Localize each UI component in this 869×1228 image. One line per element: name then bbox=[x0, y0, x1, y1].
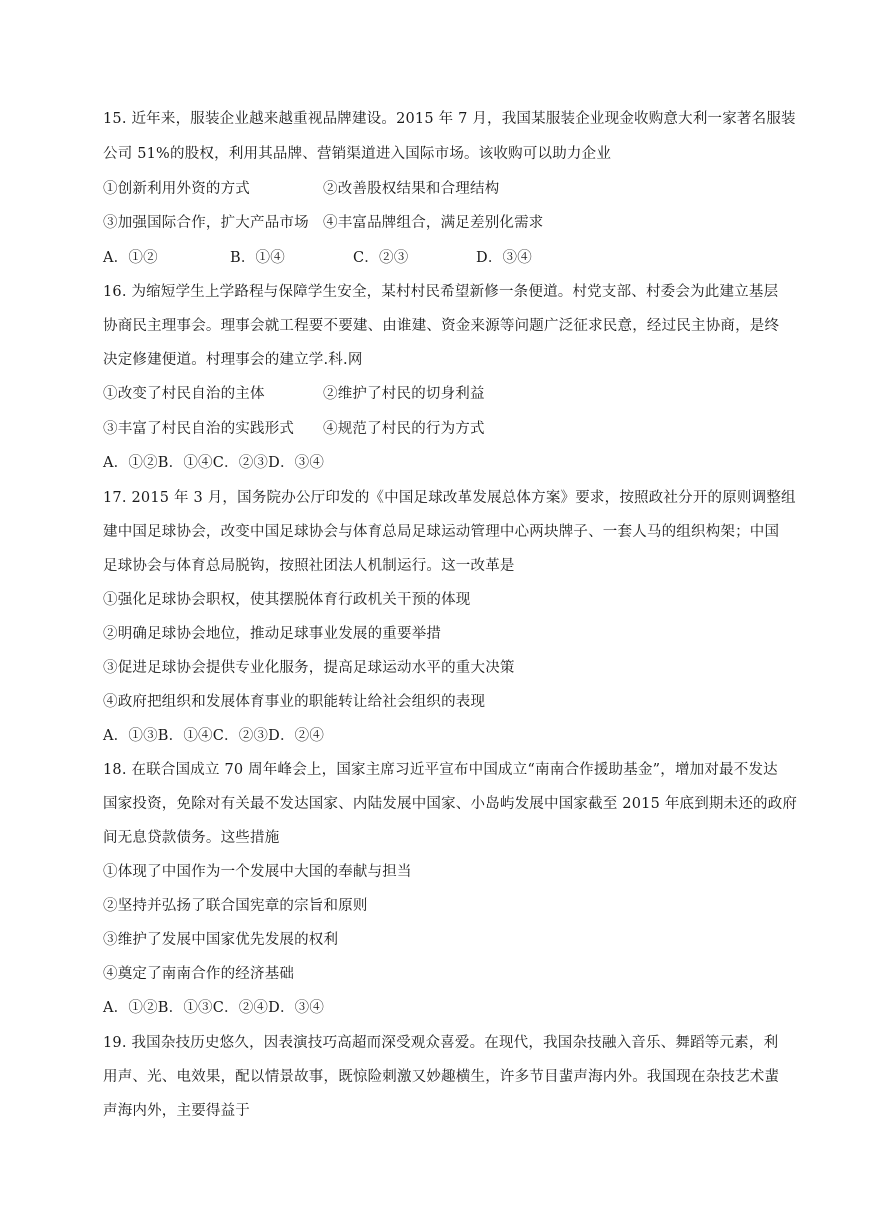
choices-row: A．①③B．①④C．②③D．②④ bbox=[103, 728, 325, 744]
statement: ④政府把组织和发展体育事业的职能转让给社会组织的表现 bbox=[103, 694, 486, 710]
choice-a: A．①② bbox=[103, 250, 158, 266]
question-stem-line: 15. 近年来，服装企业越来越重视品牌建设。2015 年 7 月，我国某服装企业现金收购意大利一家著名服装 bbox=[103, 111, 796, 127]
statement: ②坚持并弘扬了联合国宪章的宗旨和原则 bbox=[103, 898, 368, 914]
statement: ②明确足球协会地位，推动足球事业发展的重要举措 bbox=[103, 626, 442, 642]
question-stem-line: 建中国足球协会，改变中国足球协会与体育总局足球运动管理中心两块牌子、一套人马的组织构架；中国 bbox=[103, 524, 780, 540]
statement: ③加强国际合作，扩大产品市场 bbox=[103, 215, 309, 231]
question-stem-line: 决定修建便道。村理事会的建立学.科.网 bbox=[103, 352, 363, 368]
statement: ②改善股权结果和合理结构 bbox=[323, 181, 500, 197]
statement: ③丰富了村民自治的实践形式 bbox=[103, 421, 295, 437]
question-stem-line: 16. 为缩短学生上学路程与保障学生安全，某村村民希望新修一条便道。村党支部、村委会为此建立基层 bbox=[103, 284, 779, 300]
choice-c: C．②③ bbox=[353, 250, 409, 266]
question-stem-line: 18. 在联合国成立 70 周年峰会上，国家主席习近平宣布中国成立“南南合作援助基金”，增加对最不发达 bbox=[103, 762, 778, 778]
statement: ④奠定了南南合作的经济基础 bbox=[103, 966, 295, 982]
statement: ①体现了中国作为一个发展中大国的奉献与担当 bbox=[103, 864, 412, 880]
question-stem-line: 用声、光、电效果，配以情景故事，既惊险刺激又妙趣横生，许多节目蜚声海内外。我国现在杂技艺术蜚 bbox=[103, 1069, 780, 1085]
question-stem-line: 间无息贷款债务。这些措施 bbox=[103, 830, 280, 846]
statement: ③促进足球协会提供专业化服务，提高足球运动水平的重大决策 bbox=[103, 660, 515, 676]
question-stem-line: 协商民主理事会。理事会就工程要不要建、由谁建、资金来源等问题广泛征求民意，经过民主协商，是终 bbox=[103, 318, 780, 334]
statement: ④规范了村民的行为方式 bbox=[323, 421, 485, 437]
question-stem-line: 17. 2015 年 3 月，国务院办公厅印发的《中国足球改革发展总体方案》要求，按照政社分开的原则调整组 bbox=[103, 490, 796, 506]
choice-b: B．①④ bbox=[230, 250, 285, 266]
statement: ①改变了村民自治的主体 bbox=[103, 386, 265, 402]
choice-d: D．③④ bbox=[476, 250, 532, 266]
question-stem-line: 19. 我国杂技历史悠久，因表演技巧高超而深受观众喜爱。在现代，我国杂技融入音乐、舞蹈等元素，利 bbox=[103, 1035, 779, 1051]
choices-row: A．①②B．①④C．②③D．③④ bbox=[103, 455, 325, 471]
question-stem-line: 声海内外，主要得益于 bbox=[103, 1103, 250, 1119]
choices-row: A．①②B．①③C．②④D．③④ bbox=[103, 1000, 325, 1016]
statement: ①强化足球协会职权，使其摆脱体育行政机关干预的体现 bbox=[103, 592, 471, 608]
question-stem-line: 国家投资，免除对有关最不发达国家、内陆发展中国家、小岛屿发展中国家截至 2015 年底到期未还的政府 bbox=[103, 796, 798, 812]
statement: ②维护了村民的切身利益 bbox=[323, 386, 485, 402]
statement: ④丰富品牌组合，满足差别化需求 bbox=[323, 215, 544, 231]
statement: ③维护了发展中国家优先发展的权利 bbox=[103, 932, 339, 948]
statement: ①创新利用外资的方式 bbox=[103, 181, 250, 197]
question-stem-line: 公司 51%的股权，利用其品牌、营销渠道进入国际市场。该收购可以助力企业 bbox=[103, 146, 612, 162]
question-stem-line: 足球协会与体育总局脱钩，按照社团法人机制运行。这一改革是 bbox=[103, 558, 515, 574]
